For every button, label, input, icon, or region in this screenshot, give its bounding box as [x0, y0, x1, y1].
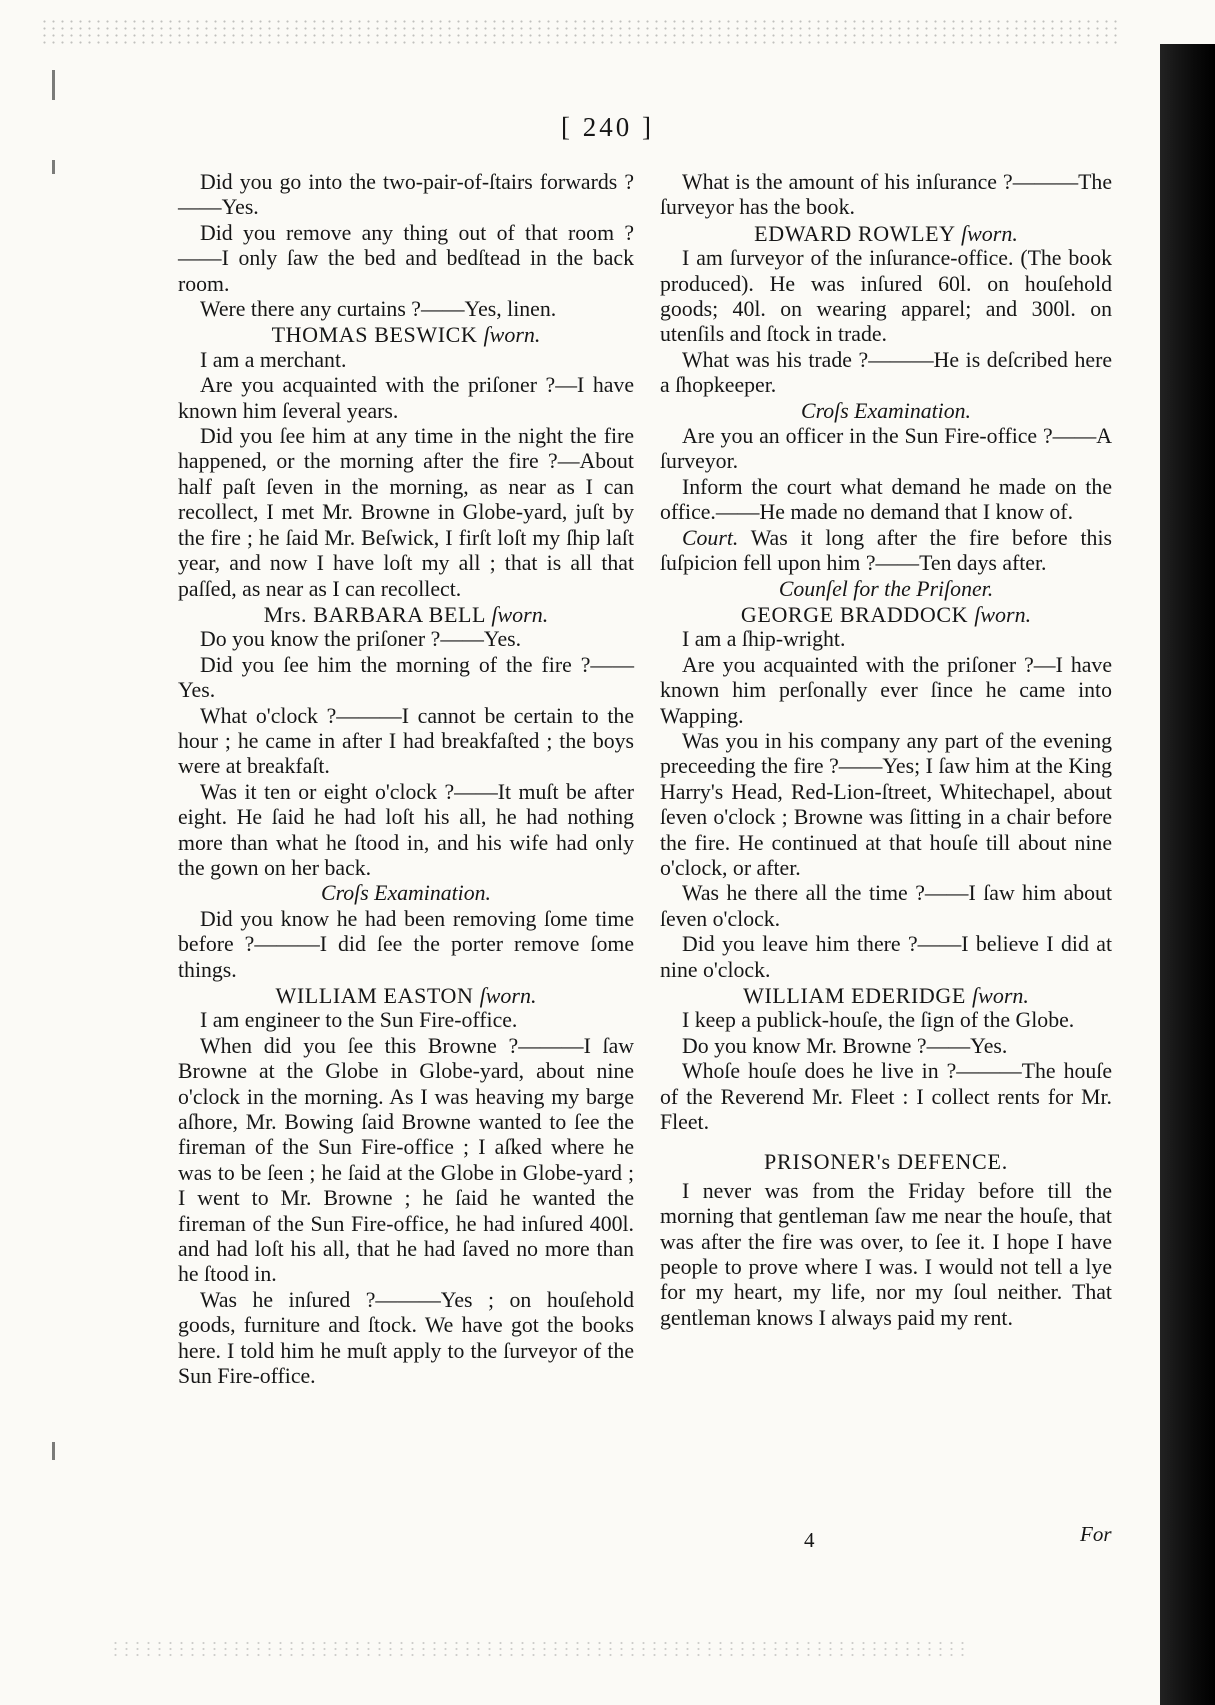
sworn-label: ſworn.: [491, 601, 549, 627]
scan-mark: [52, 70, 55, 100]
court-label: Court.: [682, 525, 739, 550]
witness-name: WILLIAM EDERIDGE: [743, 983, 966, 1008]
testimony-paragraph: Were there any curtains ?——Yes, linen.: [200, 297, 557, 322]
testimony-paragraph: I am a ſhip-wright.: [682, 627, 846, 652]
witness-heading: [660, 602, 1112, 627]
testimony-paragraph: Was he inſured ?———Yes ; on houſehold goods, furniture and ſtock. We have got the books here. I told him he muſt apply to the ſurveyor of the Sun Fire-office.: [178, 1287, 634, 1389]
sworn-label: ſworn.: [479, 983, 537, 1008]
witness-name: EDWARD ROWLEY: [754, 220, 955, 246]
witness-heading: [178, 602, 634, 627]
testimony-paragraph: Was you in his company any part of the evening preceeding the fire ?——Yes; I ſaw him at the King Harry's Head, Red-Lion-ſtreet, Whitechapel, about ſeven o'clock ; Browne was ſitting in a chair before the fire. He continued at that houſe till about nine o'clock, or after.: [660, 728, 1112, 880]
testimony-text: Was it long after the fire before this ſuſpicion fell upon him ?——Ten days after.: [660, 525, 1112, 576]
defence-heading: PRISONER's DEFENCE.: [763, 1149, 1009, 1175]
scan-mark: [52, 160, 55, 174]
testimony-paragraph: I keep a publick-houſe, the ſign of the Globe.: [682, 1008, 1075, 1033]
page-number: [ 240 ]: [561, 112, 654, 142]
testimony-paragraph: Inform the court what demand he made on the office.——He made no demand that I know of.: [660, 474, 1112, 525]
testimony-paragraph: Did you ſee him at any time in the night the fire happened, or the morning after the fire ?—About half paſt ſeven in the morning, as near as I can recollect, I met Mr. Browne in Globe-yard, juſt by the fire ; he ſaid Mr. Beſwick, I firſt loſt my ſhip laſt year, and now I have loſt my all ; that is all that paſſed, as near as I can recollect.: [178, 424, 634, 601]
catchword: For: [1080, 1522, 1112, 1546]
left-column: [178, 170, 634, 1390]
section-subheading: Counſel for the Priſoner.: [778, 576, 994, 601]
signature-mark: 4: [804, 1528, 815, 1552]
court-question: [660, 526, 1112, 577]
testimony-paragraph: I am engineer to the Sun Fire-office.: [200, 1008, 518, 1033]
testimony-paragraph: Are you an officer in the Sun Fire-office ?——A ſurveyor.: [660, 424, 1112, 474]
testimony-paragraph: What was his trade ?———He is deſcribed here a ſhopkeeper.: [660, 347, 1112, 398]
testimony-paragraph: What is the amount of his inſurance ?———The ſurveyor has the book.: [660, 170, 1112, 220]
testimony-paragraph: I am ſurveyor of the inſurance-office. (The book produced). He was inſured 60l. on houſehold goods; 40l. on wearing apparel; and 300l. on utenſils and ſtock in trade.: [660, 246, 1112, 347]
witness-name: THOMAS BESWICK: [271, 322, 478, 348]
testimony-paragraph: Whoſe houſe does he live in ?———The houſe of the Reverend Mr. Fleet : I collect rents for Mr. Fleet.: [660, 1059, 1112, 1135]
witness-name: GEORGE BRADDOCK: [740, 601, 969, 627]
testimony-paragraph: Was he there all the time ?——I ſaw him about ſeven o'clock.: [660, 881, 1112, 931]
witness-name: Mrs. BARBARA BELL: [263, 601, 486, 627]
testimony-paragraph: Did you go into the two-pair-of-ſtairs forwards ?——Yes.: [178, 170, 634, 220]
scan-binding-edge: [1160, 44, 1215, 1705]
testimony-paragraph: Do you know the priſoner ?——Yes.: [200, 627, 522, 652]
testimony-paragraph: I am a merchant.: [200, 347, 347, 372]
sworn-label: ſworn.: [960, 220, 1018, 246]
witness-heading: [660, 983, 1112, 1008]
testimony-paragraph: Did you know he had been removing ſome time before ?———I did ſee the porter remove ſome things.: [178, 906, 634, 982]
scan-noise-top: [40, 18, 1120, 44]
testimony-paragraph: Was it ten or eight o'clock ?——It muſt be after eight. He ſaid he had loſt his all, he had nothing more than what he ſtood in, and his wife had only the gown on her back.: [178, 779, 634, 880]
testimony-paragraph: Are you acquainted with the priſoner ?—I have known him perſonally ever ſince he came into Wapping.: [660, 652, 1112, 728]
sworn-label: ſworn.: [483, 322, 541, 348]
testimony-paragraph: Are you acquainted with the priſoner ?—I have known him ſeveral years.: [178, 373, 634, 423]
witness-heading: [660, 221, 1112, 246]
sworn-label: ſworn.: [974, 601, 1032, 627]
scan-noise-bottom: [110, 1640, 970, 1658]
witness-heading: [178, 322, 634, 347]
testimony-paragraph: What o'clock ?———I cannot be certain to the hour ; he came in after I had breakfaſted ; the boys were at breakfaſt.: [178, 703, 634, 779]
testimony-paragraph: When did you ſee this Browne ?———I ſaw Browne at the Globe in Globe-yard, about nine o'clock in the morning. As I was heaving my barge aſhore, Mr. Bowing ſaid Browne wanted to ſee the fireman of the Sun Fire-office ; I aſked where he was to be ſeen ; he ſaid at the Globe in Globe-yard ; I went to Mr. Browne ; he ſaid he wanted the fireman of the Sun Fire-office, he had inſured 400l. and had loſt his all, that he had ſaved no more than he ſtood in.: [178, 1033, 634, 1287]
section-subheading: Croſs Examination.: [801, 398, 971, 423]
testimony-paragraph: Do you know Mr. Browne ?——Yes.: [682, 1033, 1008, 1058]
scan-mark: [52, 1442, 55, 1460]
testimony-paragraph: Did you ſee him the morning of the fire ?——Yes.: [178, 652, 634, 703]
right-column: [660, 170, 1112, 1331]
testimony-paragraph: Did you leave him there ?——I believe I did at nine o'clock.: [660, 932, 1112, 982]
testimony-paragraph: I never was from the Friday before till the morning that gentleman ſaw me near the houſe, that was after the fire was over, to ſee it. I hope I have people to prove where I was. I would not tell a lye for my heart, my life, nor my ſoul neither. That gentleman knows I always paid my rent.: [660, 1178, 1112, 1330]
sworn-label: ſworn.: [972, 983, 1029, 1008]
section-subheading: Croſs Examination.: [321, 881, 491, 906]
testimony-paragraph: Did you remove any thing out of that room ?——I only ſaw the bed and bedſtead in the back room.: [178, 220, 634, 296]
witness-heading: [178, 983, 634, 1008]
witness-name: WILLIAM EASTON: [275, 983, 474, 1008]
